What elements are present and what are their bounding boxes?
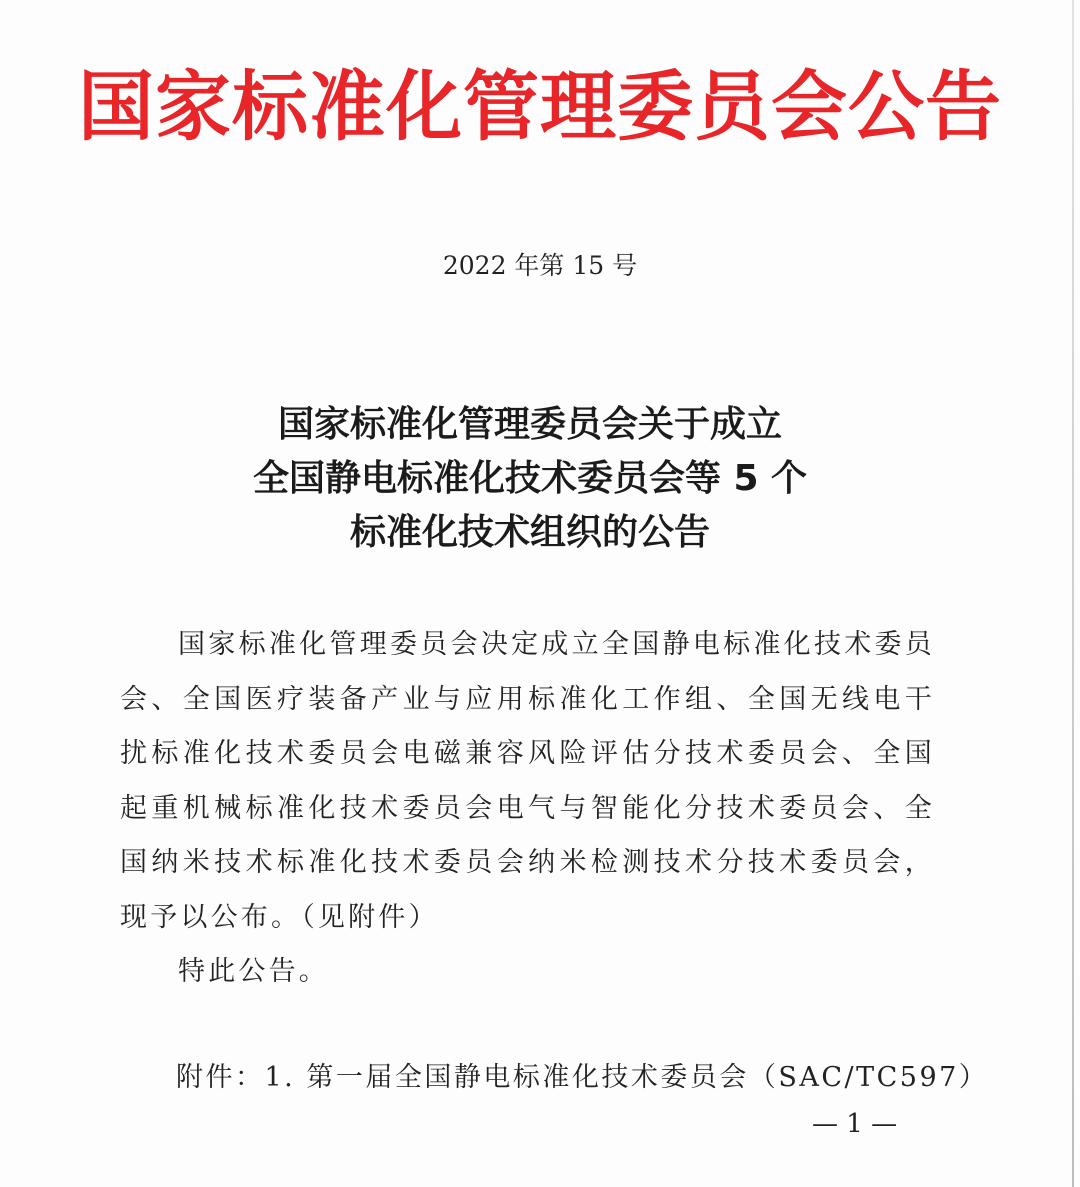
title-line-2: 全国静电标准化技术委员会等 5 个 [252, 458, 808, 499]
body-paragraph: 国家标准化管理委员会决定成立全国静电标准化技术委员会、全国医疗装备产业与应用标准化工作组、全国无线电干扰标准化技术委员会电磁兼容风险评估分技术委员会、全国起重机械标准化技术委员会电气与智能化分技术委员会、全国纳米技术标准化技术委员会纳米检测技术分技术委员会，现予以公布。（见附件） [120, 629, 935, 933]
announcement-title [0, 398, 1060, 560]
title-line-1: 国家标准化管理委员会关于成立 [277, 404, 782, 445]
title-line-3: 标准化技术组织的公告 [349, 512, 710, 553]
document-number: 2022 年第 15 号 [442, 251, 638, 280]
page-number: — 1 — [812, 1109, 898, 1139]
announcement-body [120, 618, 935, 1000]
masthead-title: 国家标准化管理委员会公告 [78, 62, 1002, 151]
page-edge-line [1072, 0, 1074, 1187]
attachment-line: 附件：1. 第一届全国静电标准化技术委员会（SAC/TC597） [176, 1062, 989, 1093]
closing-statement: 特此公告。 [178, 956, 329, 987]
